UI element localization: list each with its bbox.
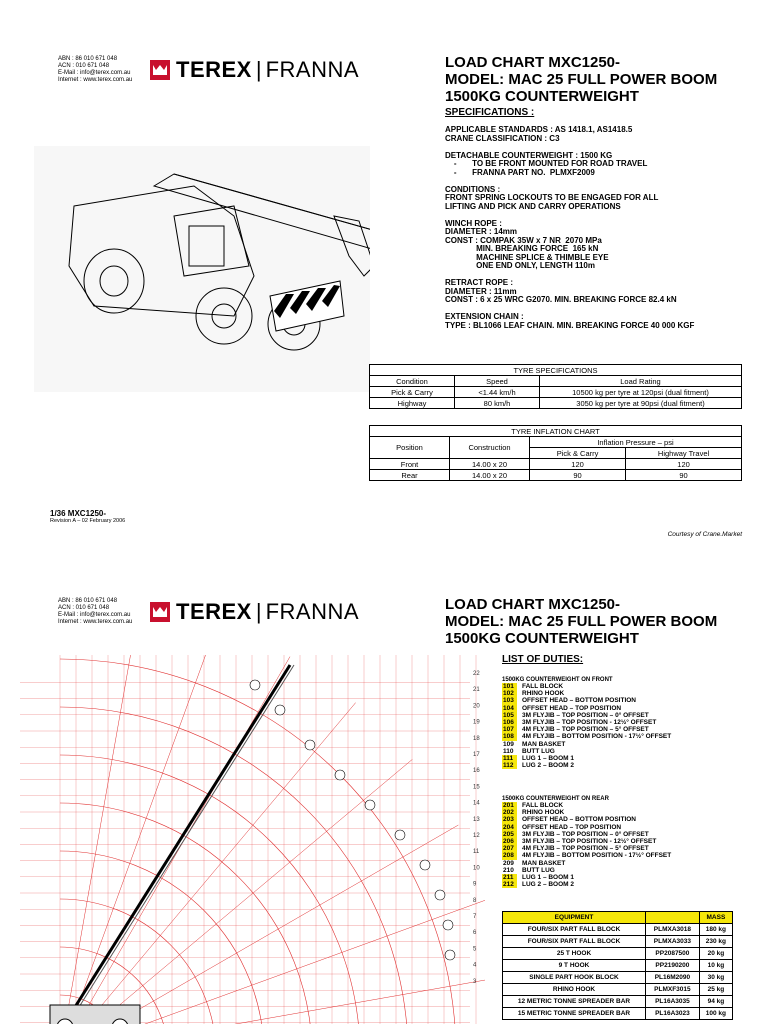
equipment-header: EQUIPMENT [503, 912, 646, 924]
duty-label: RHINO HOOK [522, 690, 565, 698]
inflation-header-pressure: Inflation Pressure – psi [530, 437, 742, 448]
equipment-cell: PP2087500 [646, 948, 700, 960]
inflation-cell: 90 [626, 470, 742, 481]
duty-label: LUG 1 – BOOM 1 [522, 755, 575, 763]
chart-axis-label: 15 [473, 784, 480, 791]
duty-item [502, 712, 671, 719]
duty-item [502, 874, 671, 881]
boom-outline [74, 665, 294, 1015]
duty-label: MAN BASKET [522, 859, 566, 867]
duty-code: 211 [502, 874, 517, 881]
duty-code: 204 [502, 824, 517, 831]
spec-line: DIAMETER : 11mm [445, 286, 517, 296]
equipment-cell: 25 T HOOK [503, 948, 646, 960]
brand-separator: | [255, 599, 262, 624]
duty-code: 208 [502, 852, 517, 859]
duty-marker [435, 890, 445, 900]
duty-code: 105 [502, 712, 517, 719]
duty-item [502, 748, 671, 755]
duty-item [502, 802, 671, 809]
duty-item [502, 831, 671, 838]
equipment-cell: PL16A3023 [646, 1008, 700, 1020]
courtesy-text: Courtesy of Crane.Market [667, 531, 742, 538]
chart-axis-label: 11 [473, 849, 480, 856]
duty-label: 3M FLYJIB – TOP POSITION - 12½° OFFSET [522, 719, 657, 727]
duty-marker [445, 950, 455, 960]
duty-label: 3M FLYJIB – TOP POSITION – 0° OFFSET [522, 711, 649, 719]
equipment-cell: 9 T HOOK [503, 960, 646, 972]
duty-code: 207 [502, 845, 517, 852]
equipment-cell: 100 kg [699, 1008, 732, 1020]
duty-item [502, 881, 671, 888]
page1-title-block [445, 54, 717, 118]
duty-item [502, 852, 671, 859]
chart-axis-label: 17 [473, 752, 480, 758]
tyre-spec-title: TYRE SPECIFICATIONS [370, 365, 742, 376]
duty-code: 107 [502, 726, 517, 733]
spec-line: - FRANNA PART NO. PLMXF2009 [445, 167, 595, 177]
terex-franna-logo-page2 [150, 599, 359, 625]
chart-axis-label: 20 [473, 703, 480, 710]
duty-item [502, 762, 671, 769]
front-duties-heading: 1500KG COUNTERWEIGHT ON FRONT [502, 677, 613, 683]
duty-code: 203 [502, 816, 517, 823]
duty-label: 4M FLYJIB – TOP POSITION – 5° OFFSET [522, 845, 649, 853]
duty-code: 201 [502, 802, 517, 809]
brand-franna: FRANNA [265, 599, 360, 624]
inflation-cell: 14.00 x 20 [450, 470, 530, 481]
duty-code: 106 [502, 719, 517, 726]
chart-angle-ray [60, 703, 356, 1024]
spec-line: DETACHABLE COUNTERWEIGHT : 1500 KG [445, 150, 613, 160]
equipment-cell: 230 kg [699, 936, 732, 948]
specifications-list [445, 126, 694, 330]
duty-item [502, 816, 671, 823]
chart-axis-label: 19 [473, 719, 480, 726]
duty-label: OFFSET HEAD – TOP POSITION [522, 704, 622, 712]
tyre-inflation-title: TYRE INFLATION CHART [370, 426, 742, 437]
equipment-header: MASS [699, 912, 732, 924]
inflation-header-position: Position [370, 437, 450, 459]
duty-label: 4M FLYJIB – BOTTOM POSITION - 17½° OFFSET [522, 733, 672, 741]
terex-emblem-icon [150, 60, 170, 80]
email-text: E-Mail : info@terex.com.au [58, 612, 131, 618]
email-text: E-Mail : info@terex.com.au [58, 70, 131, 76]
counterweight-title: 1500KG COUNTERWEIGHT [445, 630, 639, 647]
duty-code: 101 [502, 683, 517, 690]
inflation-header-pick: Pick & Carry [530, 448, 626, 459]
duty-label: LUG 1 – BOOM 1 [522, 874, 575, 882]
page-number: 1/36 MXC1250- [50, 509, 107, 518]
chart-axis-label: 10 [473, 865, 480, 872]
spec-line: ONE END ONLY, LENGTH 110m [445, 261, 595, 270]
duty-marker [443, 920, 453, 930]
load-chart-title: LOAD CHART MXC1250- [445, 54, 621, 71]
duty-code: 212 [502, 881, 517, 888]
equipment-cell: 15 METRIC TONNE SPREADER BAR [503, 1008, 646, 1020]
inflation-header-highway: Highway Travel [626, 448, 742, 459]
duty-item [502, 705, 671, 712]
equipment-cell: RHINO HOOK [503, 984, 646, 996]
chart-axis-label: 12 [473, 833, 480, 839]
duty-label: LUG 2 – BOOM 2 [522, 762, 575, 770]
equipment-header-row [503, 912, 733, 924]
equipment-cell: PLMXA3033 [646, 936, 700, 948]
spec-line: APPLICABLE STANDARDS : AS 1418.1, AS1418.5 [445, 125, 633, 134]
equipment-cell: FOUR/SIX PART FALL BLOCK [503, 924, 646, 936]
spec-line: CRANE CLASSIFICATION : C3 [445, 133, 560, 143]
front-duties-list [502, 683, 671, 769]
equipment-cell: SINGLE PART HOOK BLOCK [503, 972, 646, 984]
chart-axis-label: 21 [473, 687, 480, 694]
table-row [503, 924, 733, 936]
company-info-page2 [58, 598, 132, 626]
chart-axis-label: 4 [473, 962, 477, 969]
chart-angle-ray [60, 655, 217, 1024]
specifications-heading: SPECIFICATIONS : [445, 107, 535, 118]
tyre-specifications-table [369, 364, 742, 409]
duty-marker [365, 800, 375, 810]
model-title: MODEL: MAC 25 FULL POWER BOOM [445, 71, 718, 88]
equipment-cell: 180 kg [699, 924, 732, 936]
abn-text: ABN : 86 010 671 048 [58, 56, 118, 62]
duty-item [502, 697, 671, 704]
load-chart-diagram [20, 655, 485, 1024]
tyre-spec-cell: <1.44 km/h [455, 387, 540, 398]
duty-label: 3M FLYJIB – TOP POSITION - 12½° OFFSET [522, 838, 657, 846]
spec-line: CONDITIONS : [445, 184, 501, 194]
crane-illustration [34, 146, 370, 392]
equipment-cell: FOUR/SIX PART FALL BLOCK [503, 936, 646, 948]
duty-label: OFFSET HEAD – BOTTOM POSITION [522, 816, 636, 824]
acn-text: ACN : 010 671 048 [58, 605, 110, 611]
inflation-cell: 14.00 x 20 [450, 459, 530, 470]
equipment-cell: PLMXF3015 [646, 984, 700, 996]
table-row [503, 1008, 733, 1020]
equipment-cell: 30 kg [699, 972, 732, 984]
table-row [503, 936, 733, 948]
spec-line: MIN. BREAKING FORCE 165 kN [445, 244, 599, 253]
inflation-header-construction: Construction [450, 437, 530, 459]
duty-code: 206 [502, 838, 517, 845]
equipment-table [502, 911, 733, 1020]
inflation-cell: 120 [626, 459, 742, 470]
duty-code: 109 [503, 740, 514, 748]
spec-line: RETRACT ROPE : [445, 278, 513, 287]
spec-line: CONST : 6 x 25 WRC G2070. MIN. BREAKING FORCE 82.4 kN [445, 295, 677, 304]
chart-axis-label: 13 [473, 816, 480, 823]
front-duties-block [502, 677, 671, 769]
duty-code: 108 [502, 733, 517, 740]
boom-line [70, 665, 290, 1015]
equipment-header [646, 912, 700, 924]
duty-item [502, 741, 671, 748]
equipment-cell: PP2190200 [646, 960, 700, 972]
duty-label: FALL BLOCK [522, 802, 564, 809]
table-row [503, 948, 733, 960]
duty-code: 111 [502, 755, 517, 762]
equipment-cell: 10 kg [699, 960, 732, 972]
chart-axis-label: 22 [473, 671, 480, 677]
inflation-cell: Rear [370, 470, 450, 481]
table-row [503, 960, 733, 972]
chart-axis-label: 3 [473, 978, 477, 985]
inflation-cell: Front [370, 459, 450, 470]
duty-code: 102 [502, 690, 517, 697]
equipment-cell: PL16M2090 [646, 972, 700, 984]
brand-terex: TEREX [176, 599, 252, 624]
duty-marker [420, 860, 430, 870]
tyre-inflation-table [369, 425, 742, 481]
company-info [58, 56, 132, 84]
chart-axis-label: 9 [473, 881, 477, 888]
tyre-spec-cell: 80 km/h [455, 398, 540, 409]
spec-line: FRONT SPRING LOCKOUTS TO BE ENGAGED FOR ALL [445, 193, 659, 202]
terex-franna-logo [150, 57, 359, 83]
spec-line: WINCH ROPE : [445, 218, 502, 228]
table-row [503, 972, 733, 984]
spec-line: - TO BE FRONT MOUNTED FOR ROAD TRAVEL [445, 159, 648, 168]
chart-axis-label: 5 [473, 946, 477, 953]
duty-label: BUTT LUG [522, 866, 555, 874]
tyre-spec-header: Load Rating [540, 376, 742, 387]
tyre-spec-cell: Highway [370, 398, 455, 409]
tyre-spec-cell: 10500 kg per tyre at 120psi (dual fitment) [540, 387, 742, 398]
duty-item [502, 733, 671, 740]
duty-marker [395, 830, 405, 840]
equipment-cell: 25 kg [699, 984, 732, 996]
revision-text: Revision A – 02 February 2006 [50, 518, 126, 524]
inflation-cell: 120 [530, 459, 626, 470]
terex-emblem-icon [150, 602, 170, 622]
duty-item [502, 690, 671, 697]
duty-label: RHINO HOOK [522, 809, 565, 817]
brand-separator: | [255, 57, 262, 82]
table-row [503, 996, 733, 1008]
rear-duties-list [502, 802, 671, 888]
equipment-cell: 12 METRIC TONNE SPREADER BAR [503, 996, 646, 1008]
tyre-spec-header: Condition [370, 376, 455, 387]
chart-angle-ray [60, 657, 290, 1024]
table-row [503, 984, 733, 996]
equipment-cell: 20 kg [699, 948, 732, 960]
duty-item [502, 809, 671, 816]
equipment-cell: PLMXA3018 [646, 924, 700, 936]
duty-marker [305, 740, 315, 750]
duty-code: 210 [503, 866, 514, 874]
chart-axis-label: 6 [473, 930, 477, 937]
load-chart-title: LOAD CHART MXC1250- [445, 596, 621, 613]
page1-footer [50, 509, 125, 524]
brand-terex: TEREX [176, 57, 252, 82]
brand-franna: FRANNA [265, 57, 360, 82]
duty-marker [275, 705, 285, 715]
duty-item [502, 860, 671, 867]
chart-angle-ray [60, 825, 458, 1024]
duty-item [502, 867, 671, 874]
counterweight-title: 1500KG COUNTERWEIGHT [445, 88, 639, 105]
duty-label: 3M FLYJIB – TOP POSITION – 0° OFFSET [522, 830, 649, 838]
duty-label: FALL BLOCK [522, 683, 564, 690]
spec-line: TYPE : BL1066 LEAF CHAIN. MIN. BREAKING FORCE 40 000 KGF [445, 320, 695, 330]
page2-title-block [445, 596, 717, 647]
chart-axis-label: 18 [473, 735, 480, 742]
spec-line: LIFTING AND PICK AND CARRY OPERATIONS [445, 201, 621, 211]
chart-axis-label: 8 [473, 897, 477, 904]
rear-duties-heading: 1500KG COUNTERWEIGHT ON REAR [502, 796, 609, 802]
chart-axis-label: 16 [473, 768, 480, 775]
equipment-cell: PL16A3035 [646, 996, 700, 1008]
duty-label: OFFSET HEAD – TOP POSITION [522, 823, 622, 831]
chart-axis-label: 7 [473, 914, 477, 920]
duty-code: 104 [502, 705, 517, 712]
abn-text: ABN : 86 010 671 048 [58, 598, 118, 604]
spec-line: EXTENSION CHAIN : [445, 312, 524, 321]
model-title: MODEL: MAC 25 FULL POWER BOOM [445, 613, 718, 630]
internet-text: Internet : www.terex.com.au [58, 619, 133, 625]
duty-item [502, 755, 671, 762]
rear-duties-block [502, 796, 671, 888]
tyre-spec-cell: 3050 kg per tyre at 90psi (dual fitment) [540, 398, 742, 409]
duty-label: OFFSET HEAD – BOTTOM POSITION [522, 697, 636, 705]
spec-line: DIAMETER : 14mm [445, 227, 518, 236]
duty-label: BUTT LUG [522, 747, 555, 755]
acn-text: ACN : 010 671 048 [58, 63, 110, 69]
duty-marker [250, 680, 260, 690]
inflation-cell: 90 [530, 470, 626, 481]
duty-label: 4M FLYJIB – BOTTOM POSITION - 17½° OFFSET [522, 852, 672, 860]
duty-label: 4M FLYJIB – TOP POSITION – 5° OFFSET [522, 726, 649, 734]
tyre-spec-header: Speed [455, 376, 540, 387]
tyre-spec-cell: Pick & Carry [370, 387, 455, 398]
duty-marker [335, 770, 345, 780]
internet-text: Internet : www.terex.com.au [58, 77, 133, 83]
duty-label: LUG 2 – BOOM 2 [522, 881, 575, 889]
equipment-cell: 94 kg [699, 996, 732, 1008]
spec-line: CONST : COMPAK 35W x 7 NR 2070 MPa [445, 235, 602, 245]
spec-line: MACHINE SPLICE & THIMBLE EYE [445, 252, 609, 262]
duty-code: 110 [503, 747, 514, 755]
duty-code: 202 [502, 809, 517, 816]
list-of-duties-heading: LIST OF DUTIES: [502, 654, 584, 665]
duty-item [502, 824, 671, 831]
duty-code: 209 [503, 859, 514, 867]
duty-code: 103 [502, 697, 517, 704]
chart-axis-label: 14 [473, 800, 480, 807]
duty-item [502, 683, 671, 690]
duty-code: 112 [502, 762, 517, 769]
duty-label: MAN BASKET [522, 740, 566, 748]
duty-code: 205 [502, 831, 517, 838]
